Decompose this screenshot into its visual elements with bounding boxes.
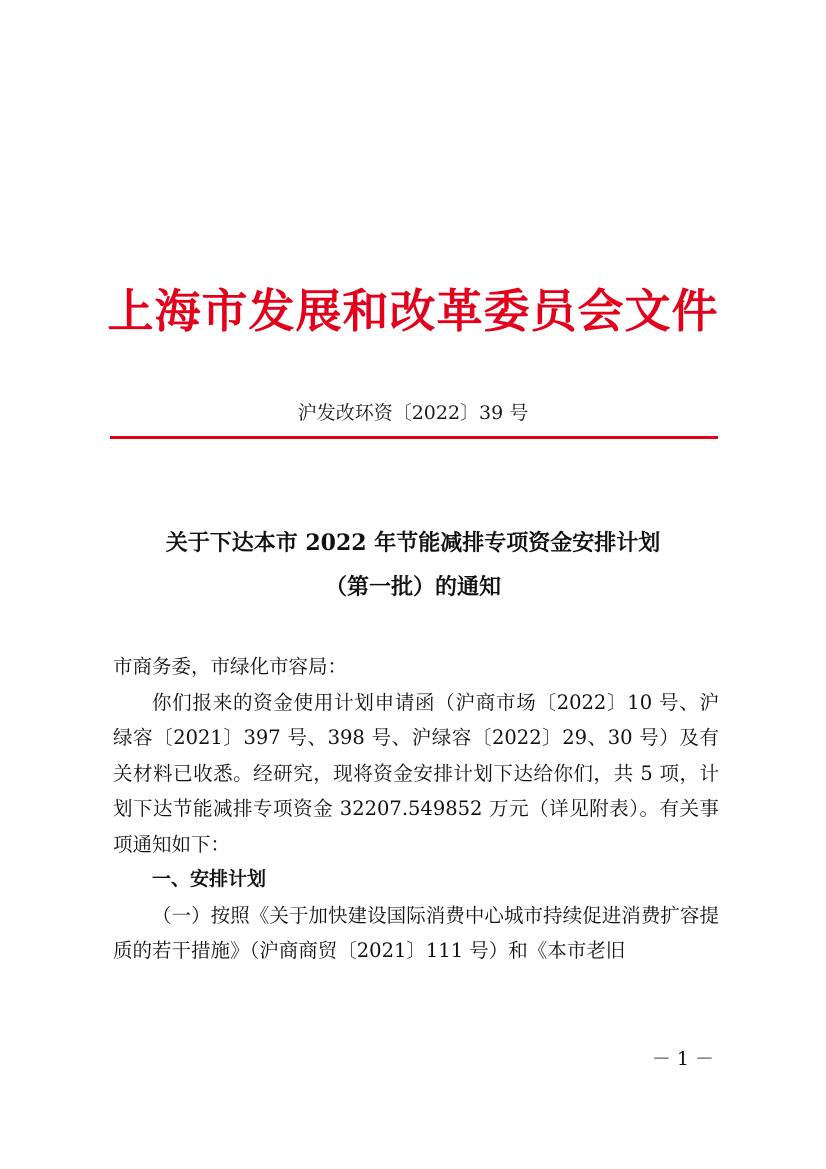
- document-number: 沪发改环资〔2022〕39 号: [297, 402, 529, 424]
- issuer-heading: 上海市发展和改革委员会文件: [107, 284, 719, 338]
- salutation: 市商务委，市绿化市容局：: [113, 655, 348, 678]
- notice-title: [0, 521, 826, 609]
- paragraph-1: 你们报来的资金使用计划申请函（沪商市场〔2022〕10 号、沪绿容〔2021〕397 号、398 号、沪绿容〔2022〕29、30 号）及有关材料已收悉。经研究，现将资金安排计划下达给你们，共 5 项，计划下达节能减排专项资金 32207.549852 万元（详见附表）。有关事项通知如下：: [113, 690, 719, 856]
- section-heading-1: 一、安排计划: [152, 868, 267, 890]
- paragraph-2: （一）按照《关于加快建设国际消费中心城市持续促进消费扩容提质的若干措施》（沪商商贸〔2021〕111 号）和《本市老旧: [113, 903, 719, 962]
- red-divider: [110, 436, 718, 439]
- notice-title-line-2: （第一批）的通知: [324, 574, 501, 600]
- document-body: [113, 649, 719, 969]
- page-number: － 1 －: [651, 1048, 714, 1070]
- notice-title-line-1: 关于下达本市 2022 年节能减排专项资金安排计划: [165, 530, 661, 556]
